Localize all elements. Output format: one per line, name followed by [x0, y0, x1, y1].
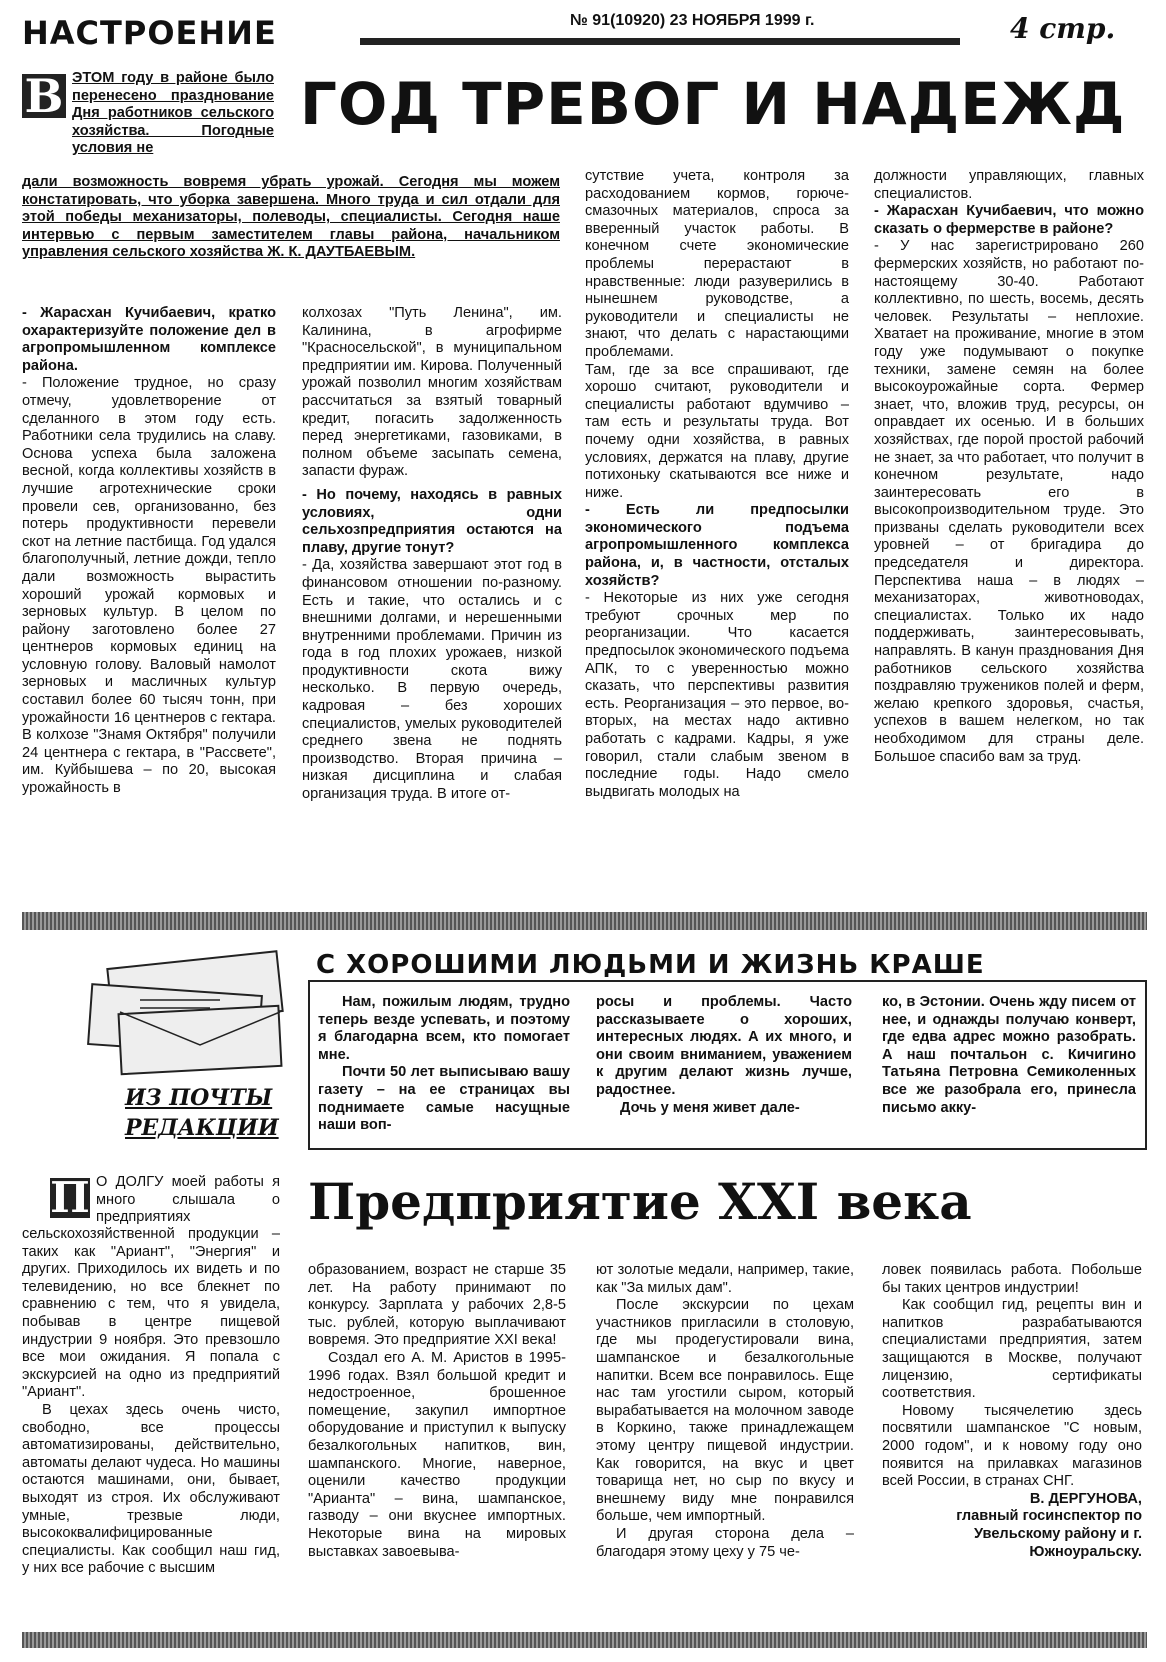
question: - Но почему, находясь в равных условиях, одни сельхозпредприятия остаются на плаву, другие тонут? [302, 486, 562, 556]
article2-title: С ХОРОШИМИ ЛЮДЬМИ И ЖИЗНЬ КРАШЕ [310, 950, 991, 980]
paragraph: В цехах здесь очень чисто, свободно, все процессы автоматизированы, действительно, автоматы делают чудеса. Но машины остаются машинами, они, бывает, выходят из строя. Их обслуживают умные, трезвые люди, высококвалифицированные специалисты. Как сообщил наш гид, у них все рабочие с высшим [22, 1401, 280, 1577]
answer: - Положение трудное, но сразу отмечу, удовлетворение от сделанного в этом году есть. Работники села трудились на славу. Основа успеха была заложена весной, когда коллективы хозяйств в лучшие агротехнические сроки провели сев, организованно, без потерь продуктивности перевели скот на летние пастбища. Год удался благополучный, летние дожди, тепло дали возможность вырастить хороший урожай кормовых и зерновых культур. В целом по району заготовлено более 27 центнеров кормовых единиц на условную голову. Валовый намолот зерновых и масличных культур составил более 60 тысяч тонн, при урожайности 16 центнеров с гектара. В колхозе "Знамя Октября" получили 24 центнера с гектара, в "Рассвете", им. Куйбышева – по 20, высокая урожайность в [22, 375, 276, 797]
rubric-line-2: РЕДАКЦИИ [125, 1115, 279, 1141]
article3-column-2 [308, 1262, 566, 1626]
paragraph: Почти 50 лет выписываю вашу газету – на ее страницах вы поднимаете самые насущные наши воп- [318, 1064, 570, 1134]
article3-column-4 [882, 1262, 1142, 1626]
paragraph: росы и проблемы. Часто рассказываете о хороших, интересных людях. А их много, и они своим вниманием, уважением к другим делают жизнь лучше, радостнее. [596, 994, 852, 1098]
answer: - Да, хозяйства завершают этот год в финансовом отношении по-разному. Есть и такие, что остались и с внешними долгами, и нерешенными внутренними проблемами. Причин из года в год плохих урожаев, низкой продуктивности скота вижу несколько. В первую очередь, кадровая – без хороших специалистов, умелых руководителей среднего звена не поднять производство. Вторая причина – низкая дисциплина и слабая организация труда. В итоге от- [302, 557, 562, 803]
paragraph: Дочь у меня живет дале- [620, 1099, 800, 1116]
article2-column-1 [318, 994, 570, 1140]
paragraph: образованием, возраст не старше 35 лет. На работу принимают по конкурсу. Зарплата у рабочих 2,8-5 тыс. рублей, которую выплачивают вовремя. Это предприятие XXI века! [308, 1262, 566, 1349]
paragraph: должности управляющих, главных специалистов. [874, 168, 1144, 202]
article1-column-1 [22, 305, 276, 895]
question: - Жарасхан Кучибаевич, что можно сказать о фермерстве в районе? [874, 203, 1144, 237]
rubric-line-1: ИЗ ПОЧТЫ [125, 1085, 273, 1111]
article1-lead: дали возможность вовремя убрать урожай. Сегодня мы можем констатировать, что уборка завершена. Много труда и сил отдали для этой победы механизаторы, полеводы, специалисты. Сегодня наше интервью с первым заместителем главы района, начальником управления сельского хозяйства Ж. К. ДАУТБАЕВЫМ. [22, 174, 560, 261]
article1-column-4 [874, 168, 1144, 895]
article3-title: Предприятие XXI века [308, 1172, 972, 1231]
article2-column-3 [882, 994, 1136, 1140]
paragraph: Создал его А. М. Аристов в 1995-1996 годах. Взял большой кредит и недостроенное, брошенное помещение, закупил импортное оборудование и приступил к выпуску безалкогольных напитков, вин, шампанского. Многие, наверное, оценили качество продукции "Арианта" – вина, шампанское, газводу – они вкуснее импортных. Некоторые вина на мировых выставках завоевыва- [308, 1349, 566, 1560]
section-title: НАСТРОЕНИЕ [22, 14, 277, 52]
paragraph: Новому тысячелетию здесь посвятили шампанское "С новым, 2000 годом", и к новому году оно появится на прилавках магазинов всей России, в странах СНГ. [882, 1402, 1142, 1490]
drop-cap: П [50, 1173, 90, 1222]
article1-column-2 [302, 305, 562, 895]
answer: - У нас зарегистрировано 260 фермерских хозяйств, но работают по-настоящему 30-40. Работают коллективно, по шесть, восемь, десять человек. Результаты – неплохие. Хватает на проживание, многие в этом году уже подумывают о покупке техники, замене семян на более высокоурожайные сорта. Фермер знает, что, вложив труд, ресурсы, он оправдает их осенью. И в больших хозяйствах, где порой простой рабочий не знает, за что работает, что получит в конечном результате, надо заинтересовать его в высокопроизводительном труде. Это призваны сделать руководители всех уровней – от бригадира до председателя и директора. Перспектива наша – в людях – механизаторах, животноводах, специалистах. Только их надо поддерживать, заинтересовывать, направлять. В канун празднования Дня работников сельского хозяйства поздравляю тружеников полей и ферм, желаю крепкого здоровья, счастья, успехов в вашем нелегком, но так необходимом для страны деле. Большое спасибо вам за труд. [874, 238, 1144, 765]
issue-number: № 91(10920) 23 НОЯБРЯ 1999 г. [570, 12, 815, 29]
paragraph: И другая сторона дела – благодаря этому цеху у 75 че- [596, 1525, 854, 1560]
article1-lead-top: ЭТОМ году в районе было перенесено празднование Дня работников сельского хозяйства. Погодные условия не [72, 70, 274, 157]
paragraph: Как сообщил гид, рецепты вин и напитков разрабатываются специалистами предприятия, затем защищаются в Москве, получают лицензию, сертификаты соответствия. [882, 1297, 1142, 1402]
paragraph: ко, в Эстонии. Очень жду писем от нее, и однажды получаю конверт, где едва адрес можно разобрать. А наш почтальон с. Кичигино Татьяна Петровна Семиколенных все же разобрала его, принесла письмо акку- [882, 994, 1136, 1116]
paragraph: сутствие учета, контроля за расходованием кормов, горюче-смазочных материалов, спроса за вверенный участок работы. В конечном счете экономические проблемы перерастают в нравственные: люди разуверились в нынешнем руководстве, а руководители и специалисты не знают, что делать с нарастающими проблемами. [585, 168, 849, 360]
paragraph: сельскохозяйственной продукции – таких как "Ариант", "Энергия" и других. Приходилось их видеть и по телевидению, но все блекнет по сравнению с тем, что я увидела, побывав в центре пищевой индустрии 9 ноября. Это превзошло все мои ожидания. Я попала с экскурсией на одно из предприятий "Ариант". [22, 1226, 280, 1401]
separator-band [22, 912, 1147, 930]
author-name: В. ДЕРГУНОВА, [1029, 1490, 1142, 1507]
article3-lead-top: О ДОЛГУ моей работы я много слышала о предприятиях [96, 1174, 280, 1226]
article1-title: ГОД ТРЕВОГ И НАДЕЖД [300, 70, 1126, 138]
article2-column-2 [596, 994, 852, 1140]
drop-cap: В [22, 74, 66, 118]
question: - Жарасхан Кучибаевич, кратко охарактеризуйте положение дел в агропромышленном комплексе района. [22, 305, 276, 374]
answer: - Некоторые из них уже сегодня требуют срочных мер по реорганизации. Что касается предпосылок экономического подъема АПК, то с уверенностью можно сказать, что перспективы развития есть. Реорганизация – это первое, во-вторых, на местах надо активно работать с кадрами. Кадры, я уже говорил, стали слабым звеном в последние годы. Надо смело выдвигать молодых на [585, 590, 849, 800]
article3-column-1 [22, 1226, 280, 1626]
paragraph: Нам, пожилым людям, трудно теперь везде успевать, и поэтому я благодарна всем, кто помогает мне. [318, 994, 570, 1063]
bottom-band [22, 1632, 1147, 1648]
page-number: 4 стр. [1010, 12, 1116, 45]
author-title: главный госинспектор по Увельскому району и г. Южноуральску. [956, 1508, 1142, 1560]
paragraph: колхозах "Путь Ленина", им. Калинина, в агрофирме "Красносельской", в муниципальном предприятии им. Кирова. Полученный урожай позволил многим хозяйствам рассчитаться за взятый товарный кредит, погасить задолженность перед энергетиками, газовиками, в полном объеме засыпать семена, запасти фураж. [302, 305, 562, 480]
article1-column-3 [585, 168, 849, 895]
paragraph: ловек появилась работа. Побольше бы таких центров индустрии! [882, 1262, 1142, 1296]
paragraph: ют золотые медали, например, такие, как "За милых дам". [596, 1262, 854, 1296]
header-rule [360, 38, 960, 45]
question: - Есть ли предпосылки экономического подъема агропромышленного комплекса района, и, в частности, отсталых хозяйств? [585, 502, 849, 589]
article3-column-3 [596, 1262, 854, 1626]
paragraph: После экскурсии по цехам участников пригласили в столовую, где мы продегустировали вина, шампанское и безалкогольные напитки. Всем все понравилось. Еще нас там угостили сыром, который вырабатывается на молочном заводе в Коркино, также принадлежащем этому центру пищевой индустрии. Как говорится, на вкус и цвет товарища нет, но сыр по вкусу и внешнему виду мне понравился больше, чем импортный. [596, 1297, 854, 1525]
paragraph: Там, где за все спрашивают, где хорошо считают, руководители и специалисты работают вдумчиво – там есть и результаты труда. Вот почему одни хозяйства, в равных условиях, держатся на плаву, другие потихоньку скатываются все ниже и ниже. [585, 361, 849, 501]
envelopes-icon [70, 950, 300, 1080]
